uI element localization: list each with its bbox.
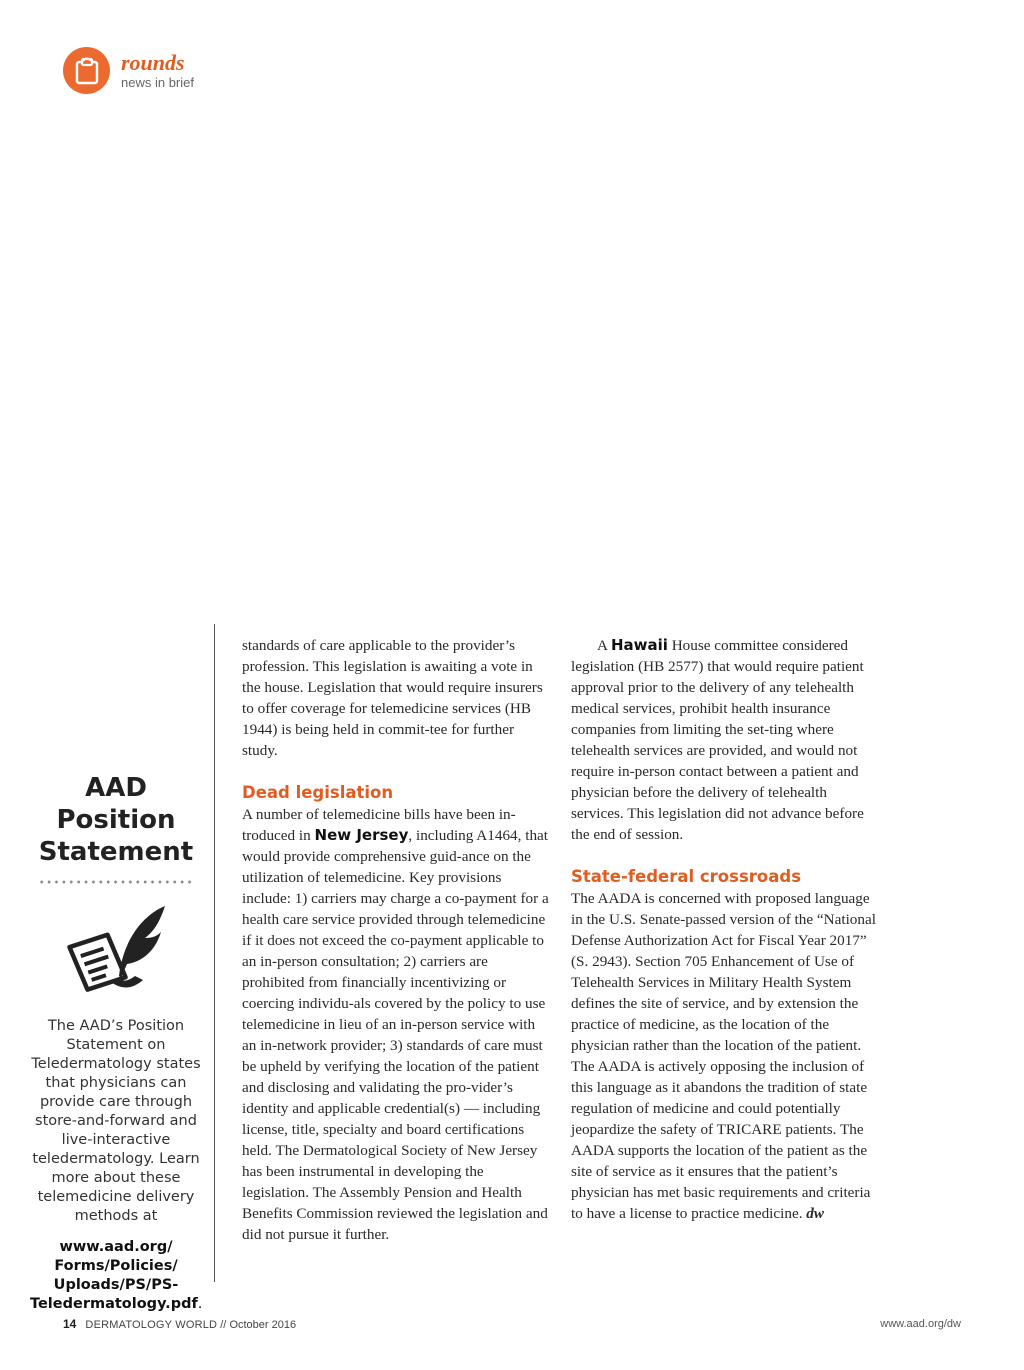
section-header xyxy=(63,47,194,94)
paragraph: A number of telemedicine bills have been in-troduced in New Jersey, including A1464, that would provide comprehensive guid-ance on the utilization of telemedicine. Key provisions include: 1) carriers may charge a co-payment for a health care service provided through telemedicine if it does not exceed the co-payment applicable to an in-person consultation; 2) carriers are prohibited from financially incentivizing or coercing individu-als covered by the policy to use telemedicine in lieu of an in-person service with an in-network provider; 3) standards of care must be upheld by verifying the location of the patient and disclosing and validating the pro-vider’s identity and applicable credential(s) — including license, title, specialty and board certifications held. The Dermatological Society of New Jersey has been instrumental in developing the legislation. The Assembly Pension and Health Benefits Commission reviewed the legislation and did not pursue it further. xyxy=(242,806,549,1243)
sidebar-body: The AAD’s Position Statement on Teledermatology states that physicians can provide care through store-and-forward and live-interactive teledermatology. Learn more about these telemedicine delivery methods at xyxy=(31,1018,201,1224)
section-title: rounds xyxy=(121,50,185,75)
subheading-state-federal: State-federal crossroads xyxy=(571,867,802,886)
dotted-divider xyxy=(38,880,194,884)
magazine-title: DERMATOLOGY WORLD xyxy=(85,1319,218,1331)
page-footer xyxy=(63,1317,296,1331)
paragraph: The AADA is concerned with proposed language in the U.S. Senate-passed version of the “National Defense Authorization Act for Fiscal Year 2017” (S. 2943). Section 705 Enhancement of Use of Telehealth Services in Military Health System defines the site of service, and by extension the practice of medicine, as the location of the physician rather than the location of the patient. The AADA is actively opposing the inclusion of this language as it abandons the tradition of state regulation of medicine and could potentially jeopardize the safety of TRICARE patients. The AADA supports the location of the patient as the site of service as it ensures that the patient’s physician has met basic requirements and criteria to have a license to practice medicine. dw xyxy=(571,890,876,1222)
page-number: 14 xyxy=(63,1317,77,1331)
quill-document-icon xyxy=(61,902,171,997)
article-column-1 xyxy=(242,635,552,1245)
footer-url[interactable]: www.aad.org/dw xyxy=(880,1318,961,1330)
paragraph: A Hawaii House committee considered legislation (HB 2577) that would require patient approval prior to the delivery of any telehealth medical services, prohibit health insurance companies from limiting the set-ting where telehealth services are provided, and would not require in-person contact between a patient and physician before the delivery of telehealth services. This legislation did not advance before the end of session. xyxy=(571,636,864,843)
sidebar-title: AAD Position Statement xyxy=(38,773,194,867)
vertical-divider xyxy=(214,624,215,1282)
sidebar-link[interactable]: www.aad.org/ Forms/Policies/ Uploads/PS/PS-Teledermatology.pdf. xyxy=(30,1239,203,1312)
position-statement-sidebar xyxy=(30,772,202,1314)
clipboard-icon xyxy=(63,47,110,94)
footer-separator: // xyxy=(220,1319,227,1331)
signoff: dw xyxy=(806,1205,825,1222)
state-name: New Jersey xyxy=(314,826,409,844)
state-name: Hawaii xyxy=(610,636,668,654)
paragraph: standards of care applicable to the provider’s profession. This legislation is awaiting a vote in the house. Legislation that would require insurers to offer coverage for telemedicine services (HB 1944) is being held in commit-tee for further study. xyxy=(242,637,543,759)
section-tagline: news in brief xyxy=(121,75,194,90)
issue-date: October 2016 xyxy=(229,1319,297,1331)
article-column-2 xyxy=(571,635,881,1224)
subheading-dead-legislation: Dead legislation xyxy=(242,783,394,802)
